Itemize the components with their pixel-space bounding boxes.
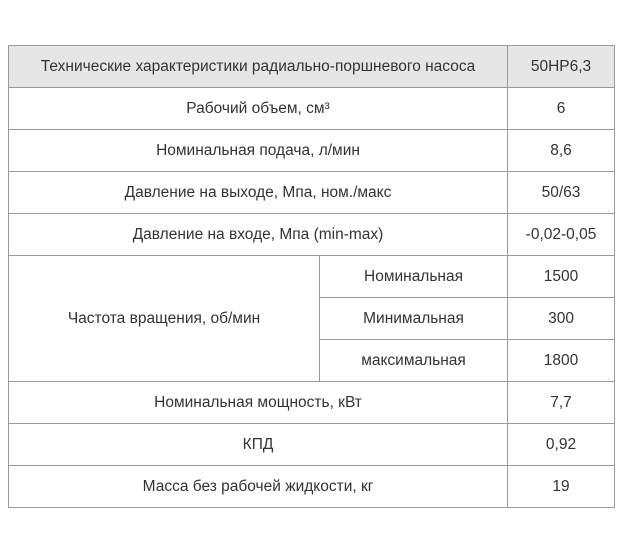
row-label: Давление на выходе, Мпа, ном./макс — [9, 172, 508, 214]
table-row — [9, 130, 615, 172]
row-value: 6 — [508, 88, 615, 130]
row-value: 50/63 — [508, 172, 615, 214]
row-value: -0,02-0,05 — [508, 214, 615, 256]
speed-sub-value: 300 — [508, 298, 615, 340]
speed-sub-label: Минимальная — [320, 298, 508, 340]
row-value: 8,6 — [508, 130, 615, 172]
table-row — [9, 424, 615, 466]
table-row — [9, 382, 615, 424]
row-label: Номинальная подача, л/мин — [9, 130, 508, 172]
row-value: 19 — [508, 466, 615, 508]
table-header-row — [9, 46, 615, 88]
speed-label: Частота вращения, об/мин — [9, 256, 320, 382]
spec-table — [8, 45, 615, 508]
row-label: Номинальная мощность, кВт — [9, 382, 508, 424]
header-model: 50НР6,3 — [508, 46, 615, 88]
speed-sub-value: 1500 — [508, 256, 615, 298]
header-title: Технические характеристики радиально-поршневого насоса — [9, 46, 508, 88]
speed-sub-label: Номинальная — [320, 256, 508, 298]
speed-sub-label: максимальная — [320, 340, 508, 382]
row-value: 0,92 — [508, 424, 615, 466]
row-value: 7,7 — [508, 382, 615, 424]
table-row-speed-nominal — [9, 256, 615, 298]
table-row — [9, 466, 615, 508]
speed-sub-value: 1800 — [508, 340, 615, 382]
table-row — [9, 88, 615, 130]
row-label: Масса без рабочей жидкости, кг — [9, 466, 508, 508]
row-label: КПД — [9, 424, 508, 466]
row-label: Давление на входе, Мпа (min-max) — [9, 214, 508, 256]
table-row — [9, 214, 615, 256]
row-label: Рабочий объем, см³ — [9, 88, 508, 130]
table-row — [9, 172, 615, 214]
